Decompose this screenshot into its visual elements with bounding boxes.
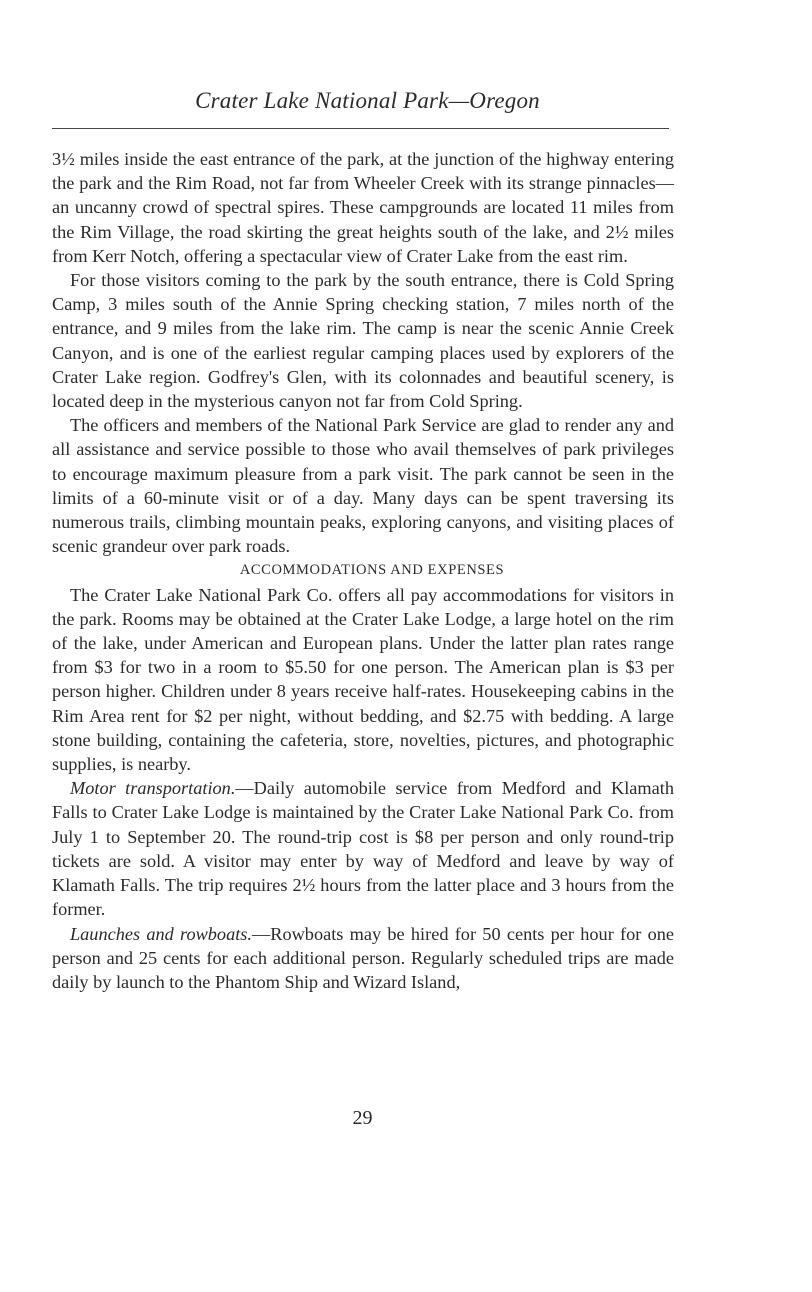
paragraph-4: The Crater Lake National Park Co. offers all pay accommodations for visitors in the park. Rooms may be obtained at the Crater Lake Lodge, a large hotel on the rim of the lake, under American and European plans. Under the latter plan rates range from $3 for two in a room to $5.50 for one person. The American plan is $3 per person higher. Children under 8 years receive half-rates. Housekeeping cabins in the Rim Area rent for $2 per night, without bedding, and $2.75 with bedding. A large stone building, containing the cafeteria, store, novelties, pictures, and photographic supplies, is nearby. (52, 584, 674, 775)
paragraph-5-text: —Daily automobile service from Medford and Klamath Falls to Crater Lake Lodge is maintained by the Crater Lake National Park Co. from July 1 to September 20. The round-trip cost is $8 per person and only round-trip tickets are sold. A visitor may enter by way of Medford and leave by way of Klamath Falls. The trip requires 2½ hours from the latter place and 3 hours from the former. (52, 778, 674, 920)
body-text (52, 147, 674, 994)
paragraph-6 (52, 922, 674, 995)
paragraph-5 (52, 776, 674, 921)
paragraph-6-text: —Rowboats may be hired for 50 cents per hour for one person and 25 cents for each additional person. Regularly scheduled trips are made daily by launch to the Phantom Ship and Wizard Island, (52, 923, 675, 992)
running-head: Crater Lake National Park—Oregon (195, 88, 540, 113)
launches-rowboats-lead: Launches and rowboats. (70, 923, 252, 944)
section-heading: ACCOMMODATIONS AND EXPENSES (239, 562, 505, 579)
page-number: 29 (352, 1107, 373, 1129)
header-rule (52, 128, 669, 129)
motor-transportation-lead: Motor transportation. (70, 778, 236, 799)
paragraph-1: 3½ miles inside the east entrance of the park, at the junction of the highway entering the park and the Rim Road, not far from Wheeler Creek with its strange pinnacles—an uncanny crowd of spectral spires. These campgrounds are located 11 miles from the Rim Village, the road skirting the great heights south of the lake, and 2½ miles from Kerr Notch, offering a spectacular view of Crater Lake from the east rim. (52, 149, 674, 266)
paragraph-2: For those visitors coming to the park by the south entrance, there is Cold Spring Camp, 3 miles south of the Annie Spring checking station, 7 miles north of the entrance, and 9 miles from the lake rim. The camp is near the scenic Annie Creek Canyon, and is one of the earliest regular camping places used by explorers of the Crater Lake region. Godfrey's Glen, with its colonnades and beautiful scenery, is located deep in the mysterious canyon not far from Cold Spring. (52, 270, 674, 412)
paragraph-3: The officers and members of the National Park Service are glad to render any and all assistance and service possible to those who avail themselves of park privileges to encourage maximum pleasure from a park visit. The park cannot be seen in the limits of a 60-minute visit or of a day. Many days can be spent traversing its numerous trails, climbing mountain peaks, exploring canyons, and visiting places of scenic grandeur over park roads. (52, 415, 674, 557)
